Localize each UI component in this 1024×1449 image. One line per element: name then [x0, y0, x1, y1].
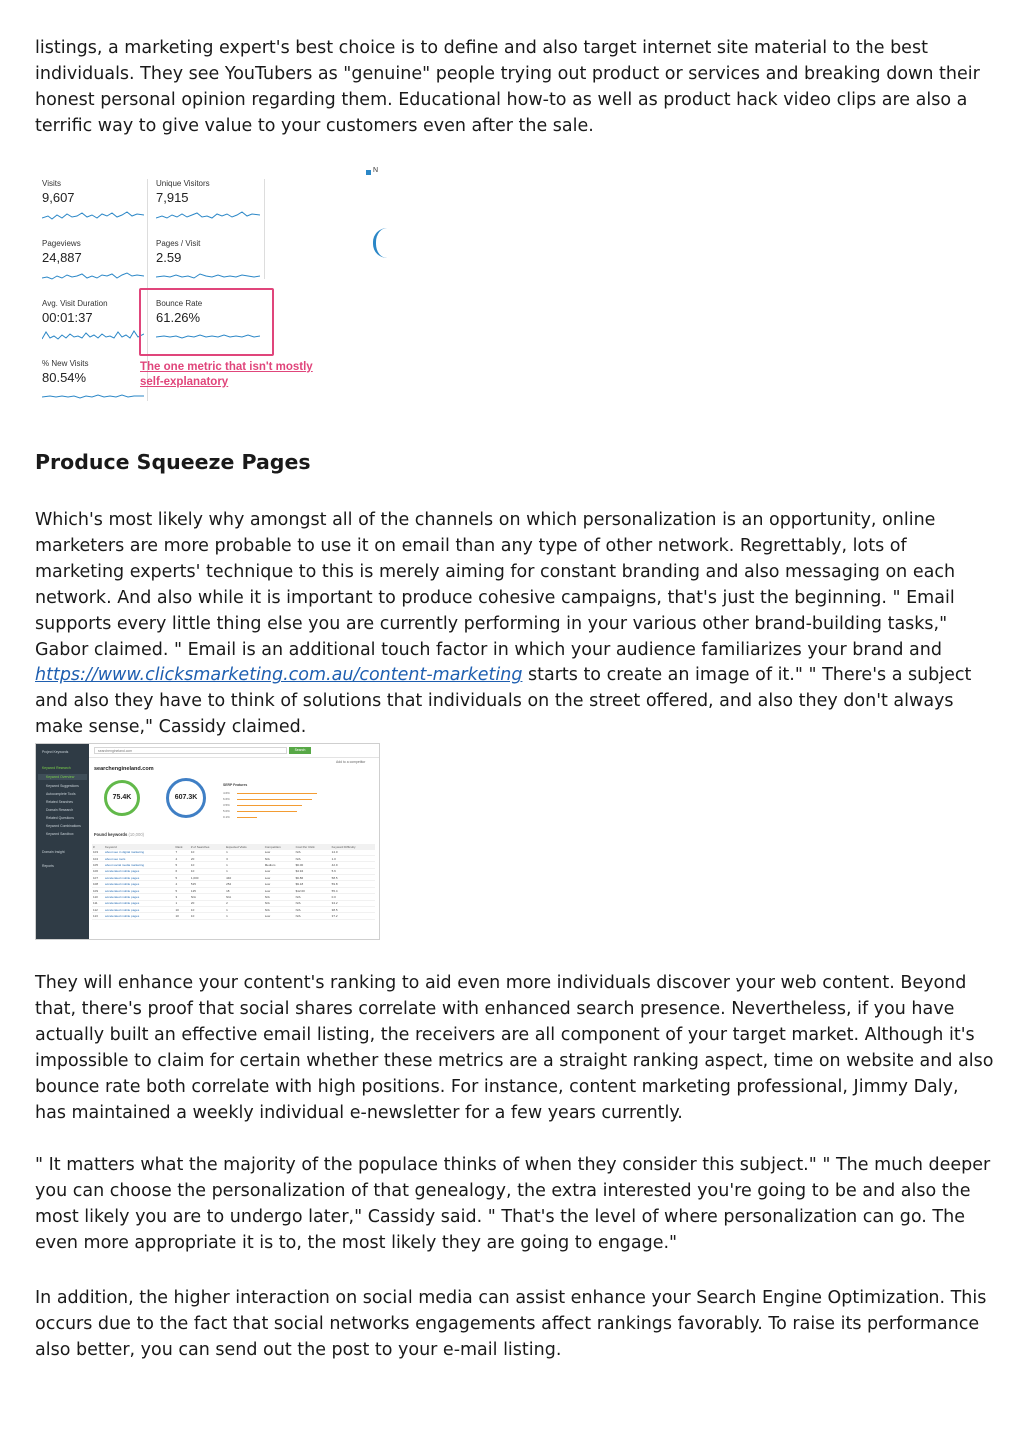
serp-value: 5.0%: [223, 809, 230, 813]
table-cell: N/A: [264, 907, 295, 913]
column-header: Keyword Difficulty: [331, 844, 375, 850]
column-header: #: [92, 844, 104, 850]
table-cell: 10: [190, 913, 225, 919]
column-header: Expected Visits: [225, 844, 264, 850]
donut-value: 607.3K: [174, 794, 198, 801]
sparkline: [156, 209, 260, 221]
table-cell: 34.2: [331, 900, 375, 906]
table-cell: N/A: [295, 850, 331, 856]
domain-title: searchengineland.com: [94, 766, 154, 772]
section-heading: Produce Squeeze Pages: [35, 450, 311, 474]
table-cell: Low: [264, 868, 295, 874]
sidebar-item: Domain Research: [46, 808, 74, 812]
keyword-cell: about social media marketing: [104, 862, 174, 868]
legend-swatch: [366, 170, 371, 175]
table-cell: $6.86: [295, 875, 331, 881]
serp-value: 0.1%: [223, 815, 230, 819]
table-cell: 1: [225, 862, 264, 868]
table-cell: 20: [190, 900, 225, 906]
keyword-tool-image: [35, 743, 380, 940]
table-cell: 58.5: [331, 875, 375, 881]
keywords-table-body: [92, 850, 375, 920]
metric-value: 61.26%: [156, 310, 201, 325]
serp-bar: [237, 805, 302, 806]
table-cell: $12.00: [295, 887, 331, 893]
sidebar-item: Reports: [42, 864, 54, 868]
sidebar-item: Keyword Suggestions: [46, 784, 79, 788]
table-cell: 14.0: [331, 850, 375, 856]
table-cell: 10: [190, 850, 225, 856]
metric-label: Avg. Visit Duration: [42, 299, 108, 308]
table-cell: 112: [92, 907, 104, 913]
table-cell: 105: [92, 862, 104, 868]
keywords-donut: [104, 780, 140, 816]
metric-new-visits: [42, 359, 147, 411]
table-cell: 5.6: [331, 868, 375, 874]
paragraph-ranking: They will enhance your content's ranking to aid even more individuals discover your web content. Beyond that, there's proof that social shares correlate with enhanced search presence. Nevertheless, if you have actually built an effective email listing, the receivers are all component of your target market. Although it's impossible to claim for certain whether these metrics are a straight ranking aspect, time on website and also bounce rate both correlate with high positions. For instance, content marketing professional, Jimmy Daly, has maintained a weekly individual e-newsletter for a few years currently.: [35, 973, 994, 1123]
table-cell: N/A: [295, 907, 331, 913]
keyword-cell: accelerated mobile pages: [104, 913, 174, 919]
sidebar-item: Keyword Combinations: [46, 824, 81, 828]
table-cell: 103: [92, 850, 104, 856]
metric-unique-visitors: [156, 179, 261, 231]
keyword-cell: accelerated mobile pages: [104, 907, 174, 913]
paragraph-text: starts to create an image of it." " There's a subject and also they have to think of solutions that individuals on the street offered, and also they don't always make sense," Cassidy claimed.: [35, 665, 972, 738]
metric-pageviews: [42, 239, 147, 291]
paragraph-intro: listings, a marketing expert's best choice is to define and also target internet site material to the best individuals. They see YouTubers as "genuine" people trying out product or services and breaking down their honest personal opinion regarding them. Educational how-to as well as product hack video clips are also a terrific way to give value to your customers even after the sale.: [35, 38, 980, 136]
table-cell: 42.9: [331, 862, 375, 868]
table-cell: 1.0: [331, 855, 375, 861]
metric-visits: [42, 179, 147, 231]
table-cell: N/A: [264, 894, 295, 900]
serp-bar: [237, 817, 257, 818]
table-cell: 3: [174, 894, 189, 900]
table-cell: 440: [225, 875, 264, 881]
sidebar-item: Autocomplete Tools: [46, 792, 76, 796]
legend-label: N: [373, 167, 379, 174]
table-cell: 38.5: [331, 907, 375, 913]
metric-label: Bounce Rate: [156, 299, 203, 308]
keyword-cell: about seo in digital marketing: [104, 850, 174, 856]
table-cell: 10: [174, 913, 189, 919]
table-cell: 0.0: [331, 894, 375, 900]
sidebar-item: Keyword Sandbox: [46, 832, 74, 836]
found-label: Found keywords: [94, 832, 128, 837]
table-cell: N/A: [264, 855, 295, 861]
table-cell: Medium: [264, 862, 295, 868]
table-cell: 18: [225, 887, 264, 893]
table-cell: 6: [174, 868, 189, 874]
table-cell: Low: [264, 875, 295, 881]
table-cell: 104: [92, 855, 104, 861]
table-cell: 1: [225, 907, 264, 913]
sparkline: [42, 389, 144, 401]
table-cell: 10: [190, 868, 225, 874]
table-cell: 2: [225, 900, 264, 906]
paragraph-social: In addition, the higher interaction on social media can assist enhance your Search Engine Optimization. This occurs due to the fact that social networks engagements affect rankings favorably. To raise its performance also better, you can send out the post to your e-mail listing.: [35, 1288, 987, 1360]
sparkline: [156, 269, 260, 281]
donut-value: 75.4K: [112, 794, 132, 801]
table-cell: N/A: [295, 913, 331, 919]
column-header: Competition: [264, 844, 295, 850]
serp-row: [223, 809, 323, 814]
keyword-cell: accelerated mobile pages: [104, 881, 174, 887]
serp-bar: [237, 811, 297, 812]
metric-value: 2.59: [156, 250, 182, 265]
add-competitor-link: Add to a competitor: [336, 760, 366, 764]
table-cell: 37.2: [331, 913, 375, 919]
table-cell: N/A: [190, 894, 225, 900]
pie-chart-fragment: [373, 228, 390, 258]
serp-value: 6.6%: [223, 797, 230, 801]
metric-label: Visits: [42, 179, 61, 188]
table-cell: $6.00: [295, 862, 331, 868]
table-cell: Low: [264, 887, 295, 893]
found-count: (10,000): [128, 832, 145, 837]
keyword-cell: accelerated mobile pages: [104, 868, 174, 874]
column-header: # of Searches: [190, 844, 225, 850]
metric-label: Pages / Visit: [156, 239, 201, 248]
paragraph-text: Which's most likely why amongst all of the channels on which personalization is an opportunity, online marketers are more probable to use it on email than any type of other network. Regrettably, lots of marketing experts' technique to this is merely aiming for constant branding and also messaging on each network. And also while it is important to produce cohesive campaigns, that's just the beginning. " Email supports every little thing else you are currently performing in your various other brand-building tasks," Gabor claimed. " Email is an additional touch factor in which your audience familiarizes your brand and: [35, 510, 956, 660]
column-header: Rank: [174, 844, 189, 850]
sidebar-item: Keyword Research: [42, 766, 71, 770]
table-cell: 515: [190, 881, 225, 887]
metric-label: % New Visits: [42, 359, 89, 368]
sparkline: [42, 329, 144, 341]
column-header: Cost Per Click: [295, 844, 331, 850]
search-button: Search: [289, 747, 311, 754]
table-cell: 107: [92, 875, 104, 881]
table-cell: 59.8: [331, 881, 375, 887]
keyword-cell: accelerated mobile pages: [104, 900, 174, 906]
table-cell: 113: [92, 913, 104, 919]
sidebar-item: Project Keywords: [42, 750, 69, 754]
table-cell: N/A: [295, 855, 331, 861]
table-cell: 125: [190, 887, 225, 893]
callout-line: The one metric that isn't mostly: [140, 361, 313, 373]
serp-value: 4.6%: [223, 791, 230, 795]
table-cell: 1: [225, 850, 264, 856]
serp-row: [223, 803, 323, 808]
table-cell: 20: [190, 855, 225, 861]
table-cell: $9.18: [295, 881, 331, 887]
table-cell: N/A: [295, 894, 331, 900]
table-cell: 1,000: [190, 875, 225, 881]
table-cell: 252: [225, 881, 264, 887]
table-cell: 3: [225, 855, 264, 861]
table-cell: 106: [92, 868, 104, 874]
metric-value: 7,915: [156, 190, 189, 205]
keyword-cell: accelerated mobile pages: [104, 887, 174, 893]
table-cell: $4.94: [295, 868, 331, 874]
sidebar-item: Related Searches: [46, 800, 73, 804]
table-cell: N/A: [295, 900, 331, 906]
divider: [264, 179, 265, 279]
serp-title: SERP Features: [223, 783, 248, 787]
table-cell: 1: [174, 900, 189, 906]
content-marketing-link[interactable]: https://www.clicksmarketing.com.au/content-marketing: [35, 665, 523, 686]
table-cell: 5: [174, 862, 189, 868]
metric-label: Pageviews: [42, 239, 81, 248]
table-cell: 111: [92, 900, 104, 906]
paragraph-email: [35, 508, 995, 741]
sidebar-item: Domain Insight: [42, 850, 65, 854]
table-cell: 108: [92, 881, 104, 887]
table-cell: 10: [190, 862, 225, 868]
search-input: searchengineland.com: [94, 747, 287, 754]
column-header: Keyword: [104, 844, 174, 850]
callout-line: self-explanatory: [140, 376, 229, 388]
table-cell: 110: [92, 894, 104, 900]
sidebar-item: Related Questions: [46, 816, 74, 820]
serp-bar: [237, 793, 317, 794]
serp-bar: [237, 799, 312, 800]
keyword-cell: accelerated mobile pages: [104, 875, 174, 881]
sparkline: [42, 269, 144, 281]
traffic-donut: [166, 778, 206, 818]
table-row: [92, 913, 375, 919]
sidebar-item: Keyword Overview: [46, 775, 75, 779]
sparkline: [42, 209, 144, 221]
table-cell: 109: [92, 887, 104, 893]
found-keywords-label: [94, 832, 144, 837]
keyword-cell: accelerated mobile pages: [104, 894, 174, 900]
serp-row: [223, 797, 323, 802]
analytics-metrics-image: [35, 162, 380, 410]
metric-value: 80.54%: [42, 370, 87, 385]
table-cell: Low: [264, 850, 295, 856]
callout-annotation: [140, 360, 313, 390]
table-cell: 4: [174, 881, 189, 887]
table-cell: 1: [225, 913, 264, 919]
table-cell: 1: [225, 868, 264, 874]
table-cell: 10: [190, 907, 225, 913]
table-cell: Low: [264, 913, 295, 919]
serp-row: [223, 815, 323, 820]
table-cell: 10: [174, 907, 189, 913]
serp-features: [223, 783, 323, 825]
table-cell: Low: [264, 881, 295, 887]
metric-avg-visit-duration: [42, 299, 147, 351]
table-cell: 5: [174, 875, 189, 881]
metric-value: 9,607: [42, 190, 75, 205]
tool-sidebar: [36, 744, 89, 939]
metric-label: Unique Visitors: [156, 179, 210, 188]
metric-value: 24,887: [42, 250, 82, 265]
keyword-cell: about seo tools: [104, 855, 174, 861]
serp-value: 3.5%: [223, 803, 230, 807]
metric-pages-per-visit: [156, 239, 261, 291]
table-cell: 5: [174, 887, 189, 893]
paragraph-quote: " It matters what the majority of the populace thinks of when they consider this subject." " The much deeper you can choose the personalization of that genealogy, the extra interested you're going to be and also the most likely you are to undergo later," Cassidy said. " That's the level of where personalization can go. The even more appropriate it is to, the most likely they are going to engage.": [35, 1155, 991, 1253]
bounce-rate-highlight: [139, 288, 274, 356]
metric-value: 00:01:37: [42, 310, 93, 325]
table-cell: 55.4: [331, 887, 375, 893]
keywords-table: [92, 844, 375, 920]
table-cell: N/A: [225, 894, 264, 900]
table-cell: 7: [174, 850, 189, 856]
table-cell: 4: [174, 855, 189, 861]
table-cell: N/A: [264, 900, 295, 906]
serp-row: [223, 791, 323, 796]
